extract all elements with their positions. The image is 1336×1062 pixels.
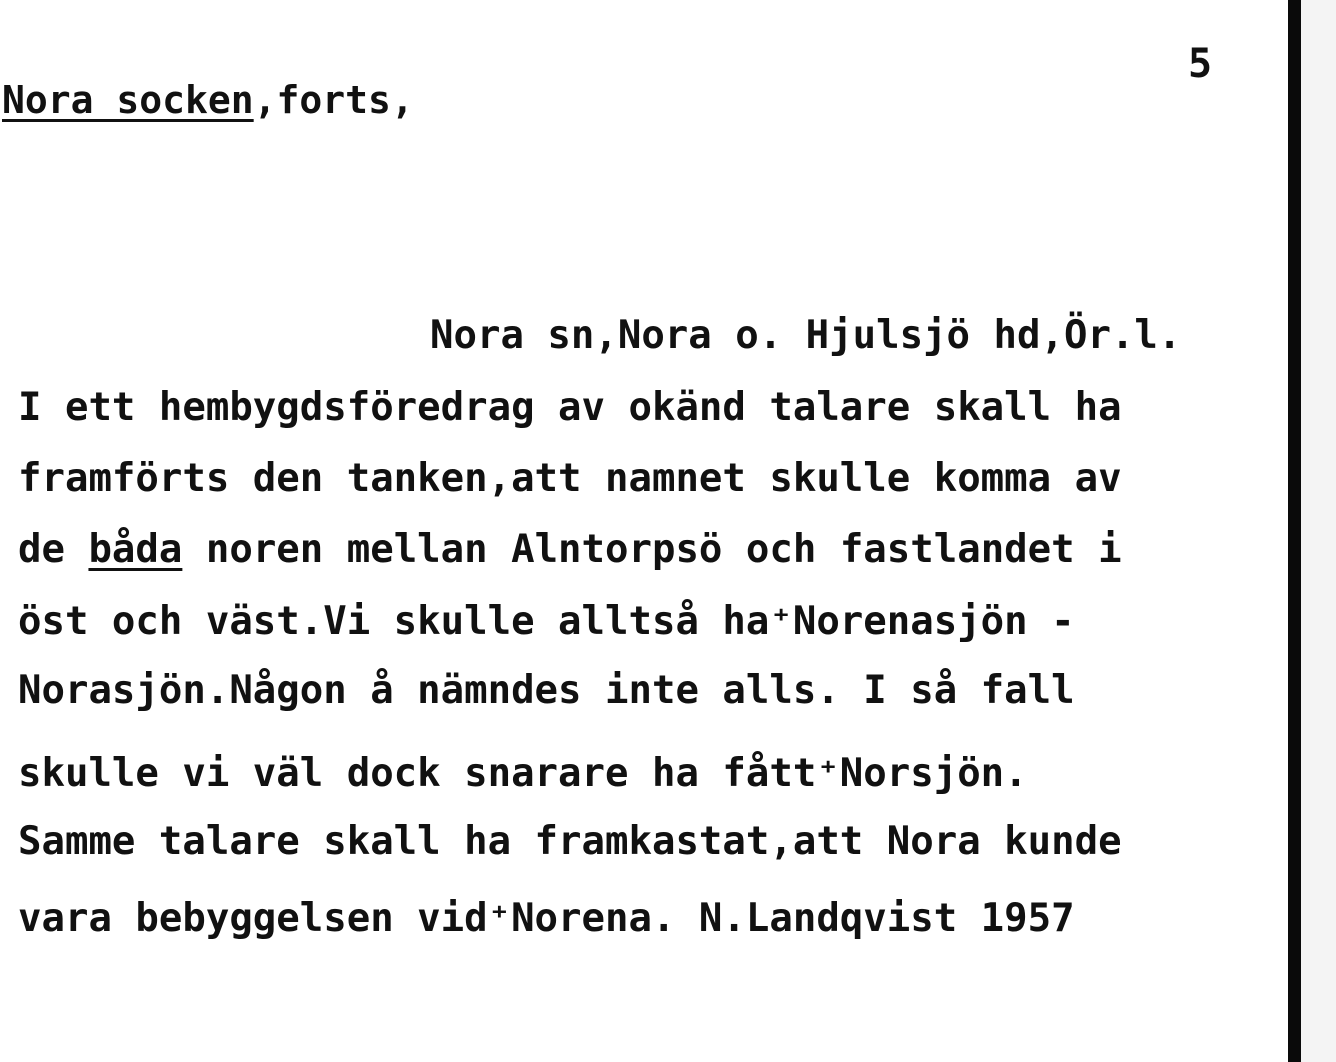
page-number: 5 [1188, 41, 1213, 87]
body-line-3-end: noren mellan Alntorpsö och fastlandet i [182, 527, 1122, 572]
body-line-7: Samme talare skall ha framkastat,att Nora kunde [18, 819, 1122, 864]
body-line-6: skulle vi väl dock snarare ha fått⁺Norsjön. [18, 751, 1028, 796]
body-line-5: Norasjön.Någon å nämndes inte alls. I så fall [18, 668, 1075, 713]
heading-underlined-title: Nora socken [2, 78, 254, 122]
card-edge-margin [1301, 0, 1336, 1062]
body-line-2: framförts den tanken,att namnet skulle komma av [18, 456, 1122, 501]
reference-line: Nora sn,Nora o. Hjulsjö hd,Ör.l. [430, 313, 1182, 358]
body-line-1: I ett hembygdsföredrag av okänd talare skall ha [18, 385, 1122, 430]
heading-suffix: ,forts, [253, 78, 414, 122]
card-heading [2, 76, 414, 124]
body-line-8: vara bebyggelsen vid⁺Norena. N.Landqvist 1957 [18, 896, 1075, 941]
body-line-4: öst och väst.Vi skulle alltså ha⁺Norenasjön - [18, 599, 1075, 644]
body-line-3 [18, 526, 1122, 574]
body-line-3-start: de [18, 527, 89, 572]
body-line-3-underlined-word: båda [88, 527, 183, 572]
card-edge-border [1288, 0, 1301, 1062]
